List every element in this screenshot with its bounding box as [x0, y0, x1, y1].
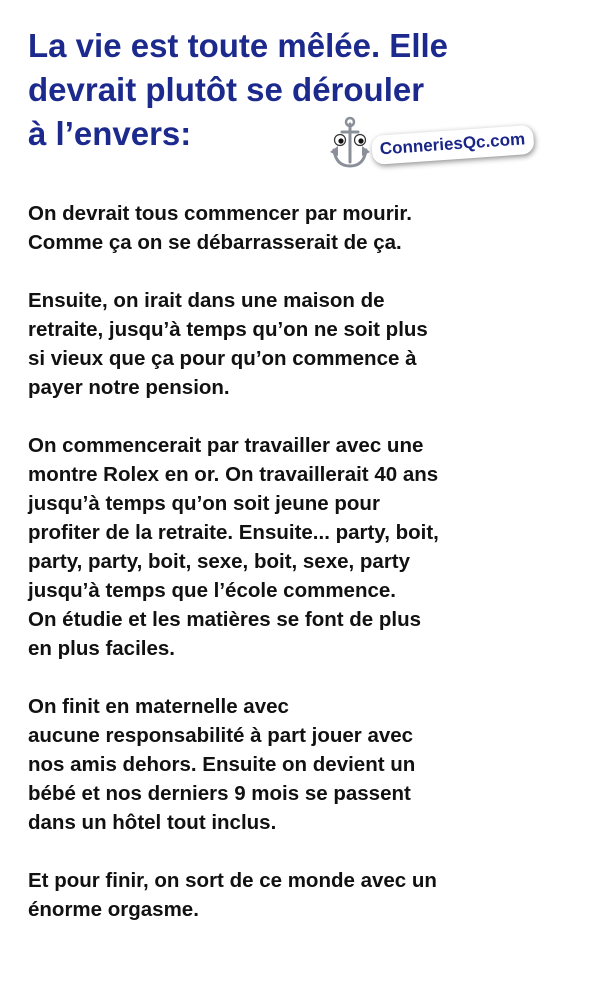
- paragraph: [28, 431, 594, 663]
- text-line: dans un hôtel tout inclus.: [28, 811, 277, 834]
- text-line: Comme ça on se débarrasserait de ça.: [28, 231, 402, 254]
- paragraph: [28, 286, 594, 402]
- text-line: On étudie et les matières se font de plus: [28, 608, 422, 631]
- site-logo: [330, 116, 570, 180]
- title-line: devrait plutôt se dérouler: [28, 71, 425, 108]
- text-line: On finit en maternelle avec: [28, 695, 289, 718]
- text-line: jusqu’à temps qu’on soit jeune pour: [28, 492, 380, 515]
- text-line: party, party, boit, sexe, boit, sexe, party: [28, 550, 411, 573]
- text-line: Et pour finir, on sort de ce monde avec un: [28, 869, 437, 892]
- paragraph: [28, 199, 594, 257]
- text-line: aucune responsabilité à part jouer avec: [28, 724, 414, 747]
- text-line: payer notre pension.: [28, 376, 230, 399]
- text-line: en plus faciles.: [28, 637, 175, 660]
- paragraph: [28, 692, 594, 837]
- text-line: Ensuite, on irait dans une maison de: [28, 289, 385, 312]
- text-line: bébé et nos derniers 9 mois se passent: [28, 782, 411, 805]
- logo-text: ConneriesQc.com: [371, 125, 534, 165]
- text-line: montre Rolex en or. On travaillerait 40 ans: [28, 463, 439, 486]
- paragraph: [28, 866, 594, 924]
- text-line: si vieux que ça pour qu’on commence à: [28, 347, 417, 370]
- title-line: La vie est toute mêlée. Elle: [28, 27, 449, 64]
- text-line: jusqu’à temps que l’école commence.: [28, 579, 396, 602]
- text-line: profiter de la retraite. Ensuite... party, boit,: [28, 521, 439, 544]
- title-line: à l’envers:: [28, 115, 192, 152]
- article-body: [28, 199, 594, 953]
- text-line: nos amis dehors. Ensuite on devient un: [28, 753, 416, 776]
- text-line: retraite, jusqu’à temps qu’on ne soit plus: [28, 318, 428, 341]
- text-line: On devrait tous commencer par mourir.: [28, 202, 412, 225]
- text-line: énorme orgasme.: [28, 898, 199, 921]
- text-line: On commencerait par travailler avec une: [28, 434, 424, 457]
